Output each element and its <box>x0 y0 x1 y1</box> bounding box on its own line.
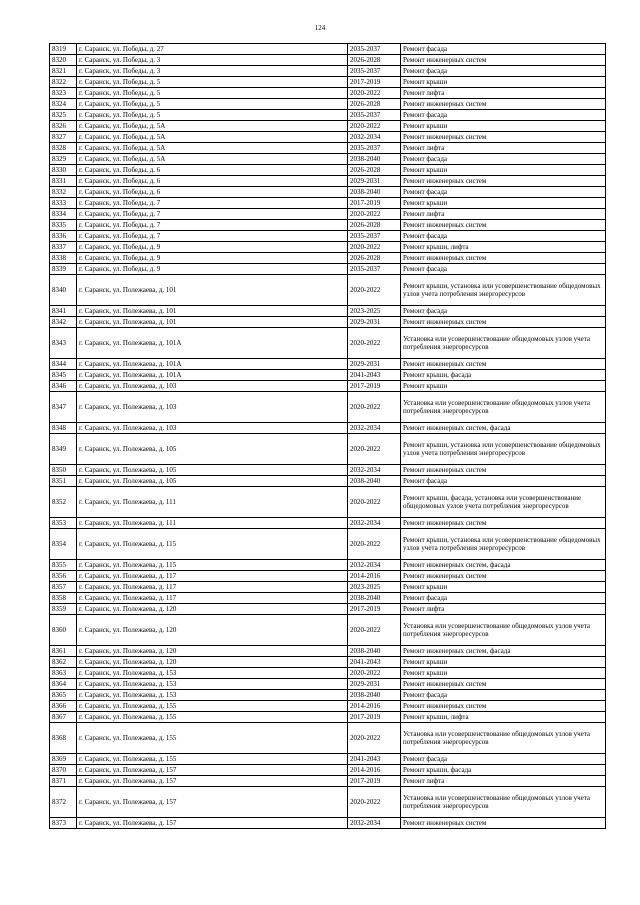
work-type-cell: Ремонт крыши <box>401 165 606 176</box>
period-cell: 2026-2028 <box>348 253 401 264</box>
period-cell: 2017-2019 <box>348 198 401 209</box>
address-cell: г. Саранск, ул. Полежаева, д. 117 <box>77 571 348 582</box>
repair-schedule-table <box>49 43 606 829</box>
table-row <box>50 359 606 370</box>
row-number-cell: 8356 <box>50 571 77 582</box>
address-cell: г. Саранск, ул. Победы, д. 5 <box>77 99 348 110</box>
work-type-cell: Ремонт фасада <box>401 690 606 701</box>
table-row <box>50 176 606 187</box>
table-row <box>50 434 606 465</box>
row-number-cell: 8350 <box>50 465 77 476</box>
address-cell: г. Саранск, ул. Полежаева, д. 157 <box>77 818 348 829</box>
table-row <box>50 306 606 317</box>
period-cell: 2035-2037 <box>348 66 401 77</box>
period-cell: 2014-2016 <box>348 765 401 776</box>
table-row <box>50 317 606 328</box>
table-row <box>50 604 606 615</box>
table-row <box>50 381 606 392</box>
row-number-cell: 8370 <box>50 765 77 776</box>
address-cell: г. Саранск, ул. Полежаева, д. 157 <box>77 765 348 776</box>
row-number-cell: 8363 <box>50 668 77 679</box>
table-row <box>50 646 606 657</box>
address-cell: г. Саранск, ул. Победы, д. 6 <box>77 187 348 198</box>
work-type-cell: Ремонт инженерных систем <box>401 465 606 476</box>
work-type-cell: Ремонт крыши, установка или усовершенствование общедомовых узлов учета потребления энергоресурсов <box>401 529 606 560</box>
table-row <box>50 198 606 209</box>
table-row <box>50 55 606 66</box>
row-number-cell: 8326 <box>50 121 77 132</box>
table-row <box>50 657 606 668</box>
table-row <box>50 529 606 560</box>
work-type-cell: Ремонт фасада <box>401 187 606 198</box>
work-type-cell: Ремонт крыши, лифта <box>401 242 606 253</box>
row-number-cell: 8347 <box>50 392 77 423</box>
work-type-cell: Ремонт инженерных систем, фасада <box>401 423 606 434</box>
row-number-cell: 8351 <box>50 476 77 487</box>
row-number-cell: 8354 <box>50 529 77 560</box>
table-row <box>50 465 606 476</box>
period-cell: 2017-2019 <box>348 712 401 723</box>
period-cell: 2032-2034 <box>348 560 401 571</box>
period-cell: 2029-2031 <box>348 176 401 187</box>
row-number-cell: 8366 <box>50 701 77 712</box>
work-type-cell: Установка или усовершенствование общедомовых узлов учета потребления энергоресурсов <box>401 328 606 359</box>
address-cell: г. Саранск, ул. Победы, д. 3 <box>77 66 348 77</box>
address-cell: г. Саранск, ул. Полежаева, д. 120 <box>77 646 348 657</box>
period-cell: 2026-2028 <box>348 99 401 110</box>
period-cell: 2035-2037 <box>348 110 401 121</box>
table-row <box>50 370 606 381</box>
table-row <box>50 121 606 132</box>
row-number-cell: 8345 <box>50 370 77 381</box>
address-cell: г. Саранск, ул. Полежаева, д. 111 <box>77 518 348 529</box>
period-cell: 2023-2025 <box>348 306 401 317</box>
address-cell: г. Саранск, ул. Победы, д. 7 <box>77 220 348 231</box>
row-number-cell: 8358 <box>50 593 77 604</box>
address-cell: г. Саранск, ул. Полежаева, д. 153 <box>77 690 348 701</box>
address-cell: г. Саранск, ул. Полежаева, д. 103 <box>77 392 348 423</box>
address-cell: г. Саранск, ул. Победы, д. 27 <box>77 44 348 55</box>
period-cell: 2032-2034 <box>348 423 401 434</box>
period-cell: 2041-2043 <box>348 754 401 765</box>
table-row <box>50 110 606 121</box>
work-type-cell: Ремонт фасада <box>401 593 606 604</box>
table-row <box>50 132 606 143</box>
row-number-cell: 8365 <box>50 690 77 701</box>
table-row <box>50 209 606 220</box>
address-cell: г. Саранск, ул. Полежаева, д. 157 <box>77 787 348 818</box>
period-cell: 2032-2034 <box>348 518 401 529</box>
period-cell: 2026-2028 <box>348 165 401 176</box>
table-row <box>50 77 606 88</box>
row-number-cell: 8327 <box>50 132 77 143</box>
row-number-cell: 8369 <box>50 754 77 765</box>
address-cell: г. Саранск, ул. Полежаева, д. 155 <box>77 701 348 712</box>
address-cell: г. Саранск, ул. Полежаева, д. 111 <box>77 487 348 518</box>
work-type-cell: Ремонт крыши, фасада <box>401 370 606 381</box>
period-cell: 2020-2022 <box>348 615 401 646</box>
address-cell: г. Саранск, ул. Полежаева, д. 101 <box>77 275 348 306</box>
address-cell: г. Саранск, ул. Полежаева, д. 103 <box>77 381 348 392</box>
address-cell: г. Саранск, ул. Победы, д. 7 <box>77 209 348 220</box>
table-row <box>50 712 606 723</box>
work-type-cell: Ремонт инженерных систем <box>401 253 606 264</box>
table-row <box>50 668 606 679</box>
work-type-cell: Установка или усовершенствование общедомовых узлов учета потребления энергоресурсов <box>401 392 606 423</box>
period-cell: 2041-2043 <box>348 657 401 668</box>
work-type-cell: Ремонт инженерных систем <box>401 679 606 690</box>
table-row <box>50 776 606 787</box>
work-type-cell: Ремонт инженерных систем <box>401 518 606 529</box>
work-type-cell: Ремонт инженерных систем <box>401 359 606 370</box>
row-number-cell: 8362 <box>50 657 77 668</box>
row-number-cell: 8328 <box>50 143 77 154</box>
address-cell: г. Саранск, ул. Полежаева, д. 101А <box>77 328 348 359</box>
row-number-cell: 8368 <box>50 723 77 754</box>
period-cell: 2020-2022 <box>348 529 401 560</box>
row-number-cell: 8329 <box>50 154 77 165</box>
period-cell: 2038-2040 <box>348 690 401 701</box>
address-cell: г. Саранск, ул. Победы, д. 9 <box>77 264 348 275</box>
address-cell: г. Саранск, ул. Полежаева, д. 105 <box>77 465 348 476</box>
address-cell: г. Саранск, ул. Полежаева, д. 103 <box>77 423 348 434</box>
row-number-cell: 8349 <box>50 434 77 465</box>
period-cell: 2035-2037 <box>348 231 401 242</box>
period-cell: 2038-2040 <box>348 646 401 657</box>
row-number-cell: 8319 <box>50 44 77 55</box>
period-cell: 2020-2022 <box>348 328 401 359</box>
address-cell: г. Саранск, ул. Победы, д. 5 <box>77 110 348 121</box>
work-type-cell: Ремонт инженерных систем, фасада <box>401 646 606 657</box>
period-cell: 2014-2016 <box>348 571 401 582</box>
table-row <box>50 44 606 55</box>
row-number-cell: 8355 <box>50 560 77 571</box>
period-cell: 2020-2022 <box>348 242 401 253</box>
period-cell: 2026-2028 <box>348 55 401 66</box>
table-row <box>50 253 606 264</box>
address-cell: г. Саранск, ул. Полежаева, д. 155 <box>77 712 348 723</box>
address-cell: г. Саранск, ул. Победы, д. 9 <box>77 253 348 264</box>
address-cell: г. Саранск, ул. Полежаева, д. 120 <box>77 604 348 615</box>
period-cell: 2032-2034 <box>348 132 401 143</box>
address-cell: г. Саранск, ул. Полежаева, д. 115 <box>77 560 348 571</box>
work-type-cell: Установка или усовершенствование общедомовых узлов учета потребления энергоресурсов <box>401 723 606 754</box>
table-row <box>50 487 606 518</box>
table-row <box>50 571 606 582</box>
row-number-cell: 8359 <box>50 604 77 615</box>
period-cell: 2041-2043 <box>348 370 401 381</box>
row-number-cell: 8325 <box>50 110 77 121</box>
address-cell: г. Саранск, ул. Победы, д. 7 <box>77 198 348 209</box>
row-number-cell: 8339 <box>50 264 77 275</box>
period-cell: 2017-2019 <box>348 604 401 615</box>
address-cell: г. Саранск, ул. Полежаева, д. 155 <box>77 723 348 754</box>
period-cell: 2020-2022 <box>348 275 401 306</box>
period-cell: 2020-2022 <box>348 434 401 465</box>
address-cell: г. Саранск, ул. Полежаева, д. 101А <box>77 370 348 381</box>
table-row <box>50 787 606 818</box>
work-type-cell: Ремонт инженерных систем <box>401 176 606 187</box>
period-cell: 2017-2019 <box>348 381 401 392</box>
row-number-cell: 8336 <box>50 231 77 242</box>
table-row <box>50 275 606 306</box>
row-number-cell: 8330 <box>50 165 77 176</box>
work-type-cell: Ремонт инженерных систем <box>401 701 606 712</box>
period-cell: 2014-2016 <box>348 701 401 712</box>
address-cell: г. Саранск, ул. Полежаева, д. 155 <box>77 754 348 765</box>
address-cell: г. Саранск, ул. Полежаева, д. 101 <box>77 317 348 328</box>
row-number-cell: 8373 <box>50 818 77 829</box>
work-type-cell: Ремонт крыши, установка или усовершенствование общедомовых узлов учета потребления энергоресурсов <box>401 275 606 306</box>
address-cell: г. Саранск, ул. Победы, д. 3 <box>77 55 348 66</box>
table-row <box>50 754 606 765</box>
table-row <box>50 765 606 776</box>
period-cell: 2017-2019 <box>348 77 401 88</box>
row-number-cell: 8352 <box>50 487 77 518</box>
work-type-cell: Ремонт фасада <box>401 66 606 77</box>
page-number: 124 <box>314 24 326 32</box>
table-row <box>50 679 606 690</box>
address-cell: г. Саранск, ул. Полежаева, д. 153 <box>77 679 348 690</box>
address-cell: г. Саранск, ул. Победы, д. 9 <box>77 242 348 253</box>
work-type-cell: Ремонт крыши <box>401 668 606 679</box>
address-cell: г. Саранск, ул. Полежаева, д. 117 <box>77 593 348 604</box>
period-cell: 2038-2040 <box>348 476 401 487</box>
row-number-cell: 8340 <box>50 275 77 306</box>
work-type-cell: Ремонт инженерных систем <box>401 99 606 110</box>
address-cell: г. Саранск, ул. Полежаева, д. 105 <box>77 434 348 465</box>
work-type-cell: Ремонт фасада <box>401 110 606 121</box>
work-type-cell: Ремонт фасада <box>401 476 606 487</box>
work-type-cell: Ремонт крыши, установка или усовершенствование общедомовых узлов учета потребления энергоресурсов <box>401 434 606 465</box>
row-number-cell: 8344 <box>50 359 77 370</box>
table-row <box>50 143 606 154</box>
period-cell: 2020-2022 <box>348 668 401 679</box>
table-row <box>50 392 606 423</box>
period-cell: 2035-2037 <box>348 264 401 275</box>
period-cell: 2020-2022 <box>348 392 401 423</box>
row-number-cell: 8322 <box>50 77 77 88</box>
table-row <box>50 154 606 165</box>
table-row <box>50 264 606 275</box>
table-row <box>50 66 606 77</box>
row-number-cell: 8321 <box>50 66 77 77</box>
work-type-cell: Ремонт инженерных систем <box>401 55 606 66</box>
row-number-cell: 8332 <box>50 187 77 198</box>
address-cell: г. Саранск, ул. Победы, д. 5 <box>77 77 348 88</box>
row-number-cell: 8335 <box>50 220 77 231</box>
row-number-cell: 8337 <box>50 242 77 253</box>
address-cell: г. Саранск, ул. Полежаева, д. 120 <box>77 615 348 646</box>
work-type-cell: Ремонт крыши <box>401 198 606 209</box>
period-cell: 2020-2022 <box>348 209 401 220</box>
period-cell: 2032-2034 <box>348 818 401 829</box>
period-cell: 2038-2040 <box>348 154 401 165</box>
period-cell: 2023-2025 <box>348 582 401 593</box>
row-number-cell: 8342 <box>50 317 77 328</box>
row-number-cell: 8324 <box>50 99 77 110</box>
period-cell: 2020-2022 <box>348 121 401 132</box>
table-row <box>50 476 606 487</box>
address-cell: г. Саранск, ул. Победы, д. 7 <box>77 231 348 242</box>
row-number-cell: 8334 <box>50 209 77 220</box>
period-cell: 2020-2022 <box>348 487 401 518</box>
table-row <box>50 690 606 701</box>
work-type-cell: Ремонт лифта <box>401 143 606 154</box>
period-cell: 2020-2022 <box>348 787 401 818</box>
work-type-cell: Ремонт инженерных систем <box>401 818 606 829</box>
address-cell: г. Саранск, ул. Полежаева, д. 120 <box>77 657 348 668</box>
address-cell: г. Саранск, ул. Полежаева, д. 101 <box>77 306 348 317</box>
table-row <box>50 165 606 176</box>
row-number-cell: 8364 <box>50 679 77 690</box>
work-type-cell: Ремонт крыши <box>401 381 606 392</box>
address-cell: г. Саранск, ул. Полежаева, д. 115 <box>77 529 348 560</box>
table-row <box>50 518 606 529</box>
row-number-cell: 8343 <box>50 328 77 359</box>
work-type-cell: Ремонт лифта <box>401 776 606 787</box>
period-cell: 2035-2037 <box>348 143 401 154</box>
work-type-cell: Ремонт крыши <box>401 121 606 132</box>
row-number-cell: 8346 <box>50 381 77 392</box>
work-type-cell: Ремонт фасада <box>401 264 606 275</box>
row-number-cell: 8353 <box>50 518 77 529</box>
period-cell: 2038-2040 <box>348 593 401 604</box>
period-cell: 2020-2022 <box>348 723 401 754</box>
row-number-cell: 8331 <box>50 176 77 187</box>
work-type-cell: Ремонт крыши, лифта <box>401 712 606 723</box>
work-type-cell: Ремонт инженерных систем <box>401 132 606 143</box>
row-number-cell: 8357 <box>50 582 77 593</box>
row-number-cell: 8323 <box>50 88 77 99</box>
work-type-cell: Установка или усовершенствование общедомовых узлов учета потребления энергоресурсов <box>401 615 606 646</box>
work-type-cell: Ремонт фасада <box>401 754 606 765</box>
table-row <box>50 818 606 829</box>
address-cell: г. Саранск, ул. Полежаева, д. 157 <box>77 776 348 787</box>
table-row <box>50 328 606 359</box>
address-cell: г. Саранск, ул. Победы, д. 6 <box>77 165 348 176</box>
work-type-cell: Ремонт фасада <box>401 306 606 317</box>
table-row <box>50 615 606 646</box>
row-number-cell: 8361 <box>50 646 77 657</box>
period-cell: 2035-2037 <box>348 44 401 55</box>
period-cell: 2029-2031 <box>348 359 401 370</box>
work-type-cell: Ремонт крыши, фасада, установка или усовершенствование общедомовых узлов учета потребления энергоресурсов <box>401 487 606 518</box>
table-row <box>50 242 606 253</box>
table-row <box>50 423 606 434</box>
address-cell: г. Саранск, ул. Победы, д. 6 <box>77 176 348 187</box>
table-row <box>50 231 606 242</box>
work-type-cell: Ремонт инженерных систем, фасада <box>401 560 606 571</box>
address-cell: г. Саранск, ул. Победы, д. 5А <box>77 143 348 154</box>
address-cell: г. Саранск, ул. Полежаева, д. 105 <box>77 476 348 487</box>
row-number-cell: 8348 <box>50 423 77 434</box>
period-cell: 2020-2022 <box>348 88 401 99</box>
table-row <box>50 593 606 604</box>
row-number-cell: 8360 <box>50 615 77 646</box>
table-row <box>50 560 606 571</box>
table-row <box>50 99 606 110</box>
period-cell: 2032-2034 <box>348 465 401 476</box>
period-cell: 2038-2040 <box>348 187 401 198</box>
work-type-cell: Ремонт фасада <box>401 154 606 165</box>
row-number-cell: 8338 <box>50 253 77 264</box>
period-cell: 2029-2031 <box>348 679 401 690</box>
work-type-cell: Установка или усовершенствование общедомовых узлов учета потребления энергоресурсов <box>401 787 606 818</box>
table-row <box>50 582 606 593</box>
row-number-cell: 8333 <box>50 198 77 209</box>
work-type-cell: Ремонт инженерных систем <box>401 220 606 231</box>
work-type-cell: Ремонт крыши <box>401 582 606 593</box>
address-cell: г. Саранск, ул. Победы, д. 5 <box>77 88 348 99</box>
period-cell: 2017-2019 <box>348 776 401 787</box>
row-number-cell: 8320 <box>50 55 77 66</box>
table-row <box>50 220 606 231</box>
address-cell: г. Саранск, ул. Победы, д. 5А <box>77 132 348 143</box>
table-row <box>50 187 606 198</box>
period-cell: 2029-2031 <box>348 317 401 328</box>
row-number-cell: 8371 <box>50 776 77 787</box>
work-type-cell: Ремонт крыши, фасада <box>401 765 606 776</box>
address-cell: г. Саранск, ул. Полежаева, д. 117 <box>77 582 348 593</box>
row-number-cell: 8367 <box>50 712 77 723</box>
work-type-cell: Ремонт лифта <box>401 88 606 99</box>
work-type-cell: Ремонт фасада <box>401 44 606 55</box>
address-cell: г. Саранск, ул. Победы, д. 5А <box>77 154 348 165</box>
table-row <box>50 723 606 754</box>
address-cell: г. Саранск, ул. Победы, д. 5А <box>77 121 348 132</box>
period-cell: 2026-2028 <box>348 220 401 231</box>
table-row <box>50 88 606 99</box>
work-type-cell: Ремонт фасада <box>401 231 606 242</box>
address-cell: г. Саранск, ул. Полежаева, д. 153 <box>77 668 348 679</box>
row-number-cell: 8341 <box>50 306 77 317</box>
work-type-cell: Ремонт крыши <box>401 657 606 668</box>
work-type-cell: Ремонт лифта <box>401 209 606 220</box>
work-type-cell: Ремонт лифта <box>401 604 606 615</box>
address-cell: г. Саранск, ул. Полежаева, д. 101А <box>77 359 348 370</box>
work-type-cell: Ремонт крыши <box>401 77 606 88</box>
work-type-cell: Ремонт инженерных систем <box>401 571 606 582</box>
row-number-cell: 8372 <box>50 787 77 818</box>
work-type-cell: Ремонт инженерных систем <box>401 317 606 328</box>
table-row <box>50 701 606 712</box>
